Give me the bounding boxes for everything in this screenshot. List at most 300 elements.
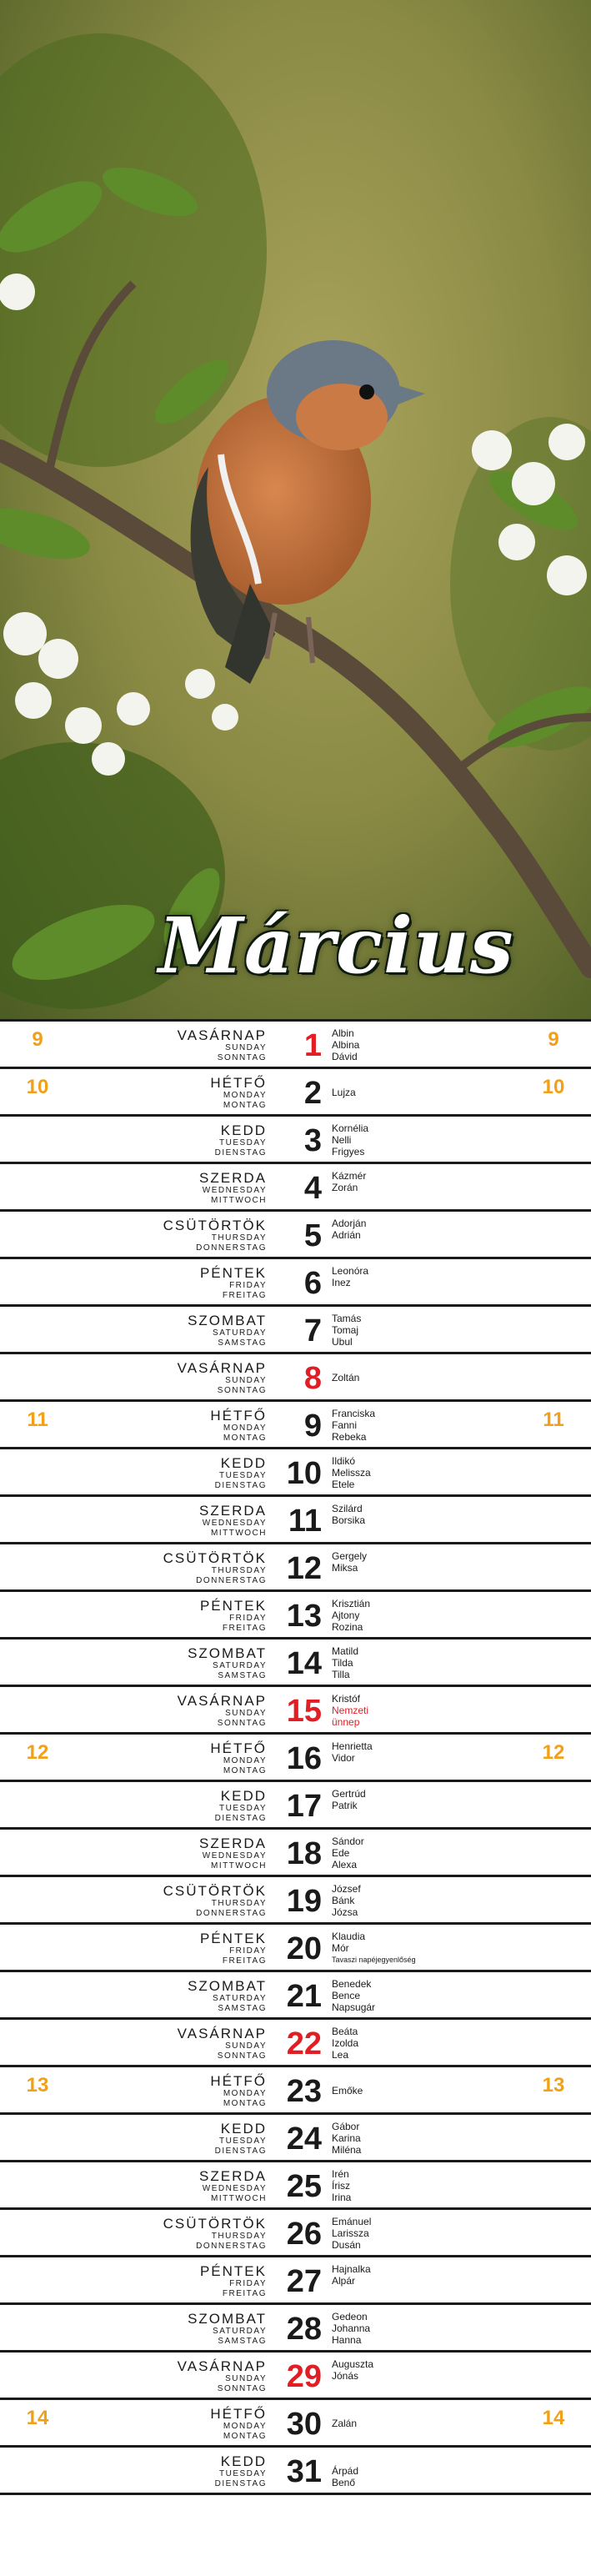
name-day: Irina [332,2192,352,2203]
day-row [0,1637,591,1685]
name-day: Rozina [332,1621,363,1633]
weekday-en: TUESDAY [219,2469,267,2478]
weekday-en: TUESDAY [219,2137,267,2146]
name-day: Hanna [332,2334,362,2346]
weekday-de: MONTAG [223,1101,267,1110]
weekday-de: MITTWOCH [211,1529,267,1538]
name-day: Etele [332,1479,355,1490]
weekday-label [215,1123,267,1158]
weekday-hu: HÉTFŐ [210,2073,267,2089]
day-row [0,2445,591,2495]
name-days [332,2121,361,2156]
weekday-label [178,1028,267,1063]
name-day: Albin [332,1027,354,1039]
day-number: 8 [303,1361,322,1396]
day-number: 15 [286,1694,322,1729]
weekday-hu: CSÜTÖRTÖK [163,1218,267,1233]
weekday-de: SONNTAG [217,2051,267,2061]
name-day: Dusán [332,2239,361,2251]
weekday-label [188,1313,267,1348]
weekday-hu: SZOMBAT [188,2311,267,2327]
name-days [332,1027,359,1062]
name-day: Melissza [332,1467,371,1479]
day-number: 24 [286,2122,322,2157]
name-days [332,2216,371,2251]
weekday-en: TUESDAY [219,1471,267,1480]
name-day: Bence [332,1990,361,2001]
name-day: Emánuel [332,2216,372,2227]
day-row [0,1542,591,1589]
name-days [332,1883,361,1918]
weekday-de: SONNTAG [217,1386,267,1395]
name-day [332,2073,363,2085]
weekday-de: MITTWOCH [211,1861,267,1870]
day-number: 29 [286,2359,322,2394]
name-days [332,1978,375,2013]
name-days [332,1740,373,1764]
week-number: 13 [542,2074,565,2096]
day-row [0,1827,591,1875]
weekday-de: MONTAG [223,1766,267,1775]
day-number: 9 [303,1409,322,1444]
day-row [0,1494,591,1542]
week-number: 11 [27,1409,48,1431]
day-row [0,1162,591,1209]
chaffinch-photo [0,0,591,1019]
name-days [332,1265,368,1288]
day-number: 25 [286,2169,322,2204]
name-day [332,2453,358,2465]
name-day: Ajtony [332,1609,360,1621]
weekday-de: MONTAG [223,2099,267,2108]
weekday-label [163,1551,267,1586]
name-days [332,2168,351,2203]
name-days [332,1503,365,1526]
name-day: Tomaj [332,1324,359,1336]
weekday-hu: KEDD [220,1122,267,1138]
day-row [0,2207,591,2255]
weekday-en: SATURDAY [213,1661,267,1670]
week-number: 12 [26,1741,49,1764]
name-day: Krisztián [332,1598,371,1609]
week-number: 10 [26,1076,49,1098]
name-day: Lujza [332,1087,356,1098]
name-day: Beáta [332,2026,358,2037]
name-days [332,1408,375,1443]
weekday-en: FRIDAY [229,1946,267,1956]
name-day: Hajnalka [332,2263,371,2275]
day-row [0,1589,591,1637]
weekday-en: SUNDAY [225,1709,267,1718]
weekday-en: FRIDAY [229,2279,267,2288]
weekday-de: SAMSTAG [218,1338,267,1348]
name-days [332,1313,361,1348]
weekday-hu: HÉTFŐ [210,1075,267,1091]
weekday-label [210,1409,267,1444]
name-day: Tilla [332,1669,350,1680]
name-days [332,1170,366,1193]
name-day: Frigyes [332,1146,365,1157]
name-day: Gábor [332,2121,360,2132]
name-day: Napsugár [332,2001,376,2013]
name-day: Johanna [332,2322,371,2334]
weekday-de: DONNERSTAG [196,1576,267,1585]
day-number: 19 [286,1884,322,1919]
day-row [0,1970,591,2017]
day-row [0,2302,591,2350]
name-day: Gedeon [332,2311,368,2322]
name-days [332,2311,370,2346]
weekday-en: MONDAY [223,1424,267,1433]
name-day: Kázmér [332,1170,367,1182]
weekday-en: THURSDAY [211,1899,267,1908]
name-day: Zorán [332,1182,358,1193]
name-day: Miléna [332,2144,362,2156]
name-day: Zoltán [332,1372,360,1383]
day-number: 27 [286,2264,322,2299]
name-day: Matild [332,1645,359,1657]
weekday-de: SONNTAG [217,2384,267,2393]
weekday-hu: SZERDA [199,2168,267,2184]
weekday-en: FRIDAY [229,1614,267,1623]
month-title: Március [158,901,514,991]
day-number: 12 [286,1551,322,1586]
name-days [332,1835,364,1870]
name-days [332,1075,356,1098]
name-day: Lea [332,2049,349,2061]
day-row [0,1114,591,1162]
day-number: 2 [303,1076,322,1111]
name-day: Borsika [332,1514,366,1526]
weekday-en: SATURDAY [213,2327,267,2336]
name-day: Emőke [332,2085,363,2096]
weekday-de: FREITAG [222,1956,267,1966]
day-row [0,1685,591,1732]
weekday-hu: SZOMBAT [188,1313,267,1328]
name-day: Vidor [332,1752,355,1764]
day-number: 18 [286,1836,322,1871]
day-row [0,2350,591,2398]
day-number: 21 [286,1979,322,2014]
weekday-label [200,1931,267,1966]
name-day: Inez [332,1277,351,1288]
weekday-de: SONNTAG [217,1719,267,1728]
weekday-hu: PÉNTEK [199,1265,267,1281]
name-days [332,1218,366,1241]
name-day: Adorján [332,1218,367,1229]
weekday-en: SATURDAY [213,1994,267,2003]
weekday-en: MONDAY [223,2422,267,2431]
weekday-label [199,1504,267,1539]
day-row [0,1209,591,1257]
name-day: Ede [332,1847,350,1859]
weekday-label [199,2169,267,2204]
name-day: Zalán [332,2418,358,2429]
name-day: Benedek [332,1978,372,1990]
day-row [0,2065,591,2112]
weekday-de: FREITAG [222,1291,267,1300]
name-day: Gergely [332,1550,368,1562]
name-days [332,1122,368,1157]
name-day: Szilárd [332,1503,363,1514]
weekday-de: DIENSTAG [214,1481,267,1490]
name-day: Gertrúd [332,1788,366,1800]
week-number: 14 [26,2407,49,2429]
weekday-en: WEDNESDAY [202,1186,267,1195]
day-row [0,1922,591,1970]
weekday-hu: KEDD [220,1788,267,1804]
name-day: Benő [332,2477,356,2488]
weekday-label [178,2359,267,2394]
day-row [0,1875,591,1922]
name-day: Alpár [332,2275,356,2287]
name-days [332,1645,358,1680]
name-day: Nemzeti [332,1705,369,1716]
day-number: 1 [303,1028,322,1063]
weekday-de: DIENSTAG [214,2479,267,2488]
day-row [0,2017,591,2065]
weekday-en: WEDNESDAY [202,1851,267,1860]
name-day: Árpád [332,2465,359,2477]
name-day: Alexa [332,1859,358,1870]
weekday-hu: SZOMBAT [188,1645,267,1661]
weekday-label [210,2074,267,2109]
weekday-hu: VASÁRNAP [177,2026,267,2041]
weekday-en: MONDAY [223,2089,267,2098]
name-days [332,2263,371,2287]
day-number: 23 [286,2074,322,2109]
weekday-label [200,2264,267,2299]
name-days [332,2358,373,2382]
weekday-label [188,2312,267,2347]
day-number: 30 [286,2407,322,2442]
weekday-de: DONNERSTAG [196,2242,267,2251]
day-row [0,2398,591,2445]
name-day: Dávid [332,1051,358,1062]
name-days [332,1360,359,1383]
weekday-label [178,1361,267,1396]
name-day: Nelli [332,1134,352,1146]
name-days [332,1788,366,1811]
weekday-de: MONTAG [223,2432,267,2441]
name-day: ünnep [332,1716,360,1728]
weekday-en: SATURDAY [213,1328,267,1338]
day-row [0,1019,591,1067]
name-days [332,1931,416,1966]
weekday-hu: VASÁRNAP [177,1027,267,1043]
weekday-label [215,1789,267,1824]
weekday-hu: SZERDA [199,1170,267,1186]
day-number: 3 [303,1123,322,1158]
name-days [332,2073,363,2096]
weekday-label [178,1694,267,1729]
name-day: Larissza [332,2227,369,2239]
name-days [332,2026,358,2061]
weekday-label [215,2122,267,2157]
day-number: 26 [286,2217,322,2252]
name-day: Mór [332,1942,349,1954]
weekday-de: MITTWOCH [211,2194,267,2203]
name-day: Irén [332,2168,349,2180]
name-day: Józsa [332,1906,358,1918]
day-row [0,2160,591,2207]
day-number: 17 [286,1789,322,1824]
weekday-de: FREITAG [222,2289,267,2298]
name-day [332,1075,356,1087]
weekday-de: DONNERSTAG [196,1909,267,1918]
week-number: 9 [548,1028,559,1051]
weekday-hu: HÉTFŐ [210,2406,267,2422]
name-day: Albina [332,1039,360,1051]
weekday-de: MITTWOCH [211,1196,267,1205]
weekday-en: SUNDAY [225,1043,267,1052]
weekday-hu: PÉNTEK [199,1598,267,1614]
name-day: Ubul [332,1336,353,1348]
weekday-de: FREITAG [222,1624,267,1633]
weekday-label [210,1076,267,1111]
day-row [0,2112,591,2160]
name-day: Tamás [332,1313,362,1324]
day-row [0,1780,591,1827]
name-day: Jónás [332,2370,359,2382]
day-number: 16 [286,1741,322,1776]
name-day: Adrián [332,1229,361,1241]
weekday-hu: KEDD [220,2453,267,2469]
week-number: 10 [542,1076,565,1098]
weekday-en: SUNDAY [225,2374,267,2383]
week-number: 14 [542,2407,565,2429]
day-number: 7 [303,1313,322,1348]
name-days [332,1455,371,1490]
weekday-en: MONDAY [223,1756,267,1765]
weekday-en: SUNDAY [225,2041,267,2051]
weekday-de: MONTAG [223,1434,267,1443]
week-number: 11 [543,1409,564,1431]
name-day: Bánk [332,1895,355,1906]
weekday-label [163,1884,267,1919]
name-day [332,1360,359,1372]
weekday-en: FRIDAY [229,1281,267,1290]
weekday-label [199,1836,267,1871]
day-number: 31 [286,2454,322,2489]
day-row [0,2255,591,2302]
weekday-hu: VASÁRNAP [177,2358,267,2374]
day-number: 28 [286,2312,322,2347]
weekday-en: THURSDAY [211,2232,267,2241]
name-day: Rebeka [332,1431,367,1443]
weekday-hu: CSÜTÖRTÖK [163,1550,267,1566]
weekday-de: SAMSTAG [218,2004,267,2013]
name-day: Henrietta [332,1740,373,1752]
weekday-de: SONNTAG [217,1053,267,1062]
day-number: 11 [288,1504,322,1539]
week-number: 13 [26,2074,49,2096]
day-number: 4 [303,1171,322,1206]
name-day: Írisz [332,2180,350,2192]
week-number: 12 [542,1741,565,1764]
week-number: 9 [32,1028,43,1051]
weekday-de: DONNERSTAG [196,1243,267,1253]
name-day: Leonóra [332,1265,369,1277]
name-day: Miksa [332,1562,358,1574]
name-day: Sándor [332,1835,364,1847]
weekday-de: SAMSTAG [218,1671,267,1680]
name-day: Kristóf [332,1693,361,1705]
weekday-hu: HÉTFŐ [210,1740,267,1756]
weekday-label [199,1171,267,1206]
day-row [0,1257,591,1304]
name-day [332,2406,357,2418]
weekday-hu: VASÁRNAP [177,1693,267,1709]
weekday-en: THURSDAY [211,1566,267,1575]
weekday-label [188,1646,267,1681]
weekday-en: MONDAY [223,1091,267,1100]
day-number: 5 [303,1218,322,1253]
weekday-label [178,2026,267,2061]
weekday-label [210,2407,267,2442]
day-number: 6 [303,1266,322,1301]
day-row [0,1352,591,1399]
name-day: József [332,1883,361,1895]
day-row [0,1067,591,1114]
name-day: Fanni [332,1419,358,1431]
weekday-hu: KEDD [220,1455,267,1471]
weekday-en: WEDNESDAY [202,2184,267,2193]
day-number: 22 [286,2026,322,2061]
name-day: Auguszta [332,2358,374,2370]
weekday-hu: VASÁRNAP [177,1360,267,1376]
name-day: Karina [332,2132,361,2144]
weekday-de: DIENSTAG [214,2147,267,2156]
weekday-label [200,1266,267,1301]
day-number: 14 [286,1646,322,1681]
name-day: Izolda [332,2037,359,2049]
day-row [0,1304,591,1352]
weekday-en: WEDNESDAY [202,1519,267,1528]
name-days [332,1693,368,1728]
day-row [0,1447,591,1494]
bird-on-branch-illustration [0,0,591,1019]
weekday-de: DIENSTAG [214,1148,267,1157]
name-day: Franciska [332,1408,376,1419]
name-days [332,1550,367,1574]
weekday-label [215,2454,267,2489]
weekday-hu: PÉNTEK [199,1931,267,1946]
weekday-label [163,1218,267,1253]
weekday-hu: SZERDA [199,1503,267,1519]
day-number: 13 [286,1599,322,1634]
weekday-hu: HÉTFŐ [210,1408,267,1424]
name-day: Tavaszi napéjegyenlőség [332,1956,416,1964]
weekday-en: TUESDAY [219,1138,267,1147]
weekday-en: THURSDAY [211,1233,267,1243]
weekday-hu: CSÜTÖRTÖK [163,2216,267,2232]
weekday-hu: KEDD [220,2121,267,2137]
day-list [0,1019,591,2495]
weekday-label [200,1599,267,1634]
day-row [0,1732,591,1780]
weekday-de: SAMSTAG [218,2337,267,2346]
name-days [332,2406,357,2429]
weekday-hu: SZERDA [199,1835,267,1851]
day-number: 20 [286,1931,322,1966]
weekday-hu: PÉNTEK [199,2263,267,2279]
name-day: Patrik [332,1800,358,1811]
weekday-de: DIENSTAG [214,1814,267,1823]
name-day: Kornélia [332,1122,369,1134]
day-number: 10 [286,1456,322,1491]
weekday-label [210,1741,267,1776]
